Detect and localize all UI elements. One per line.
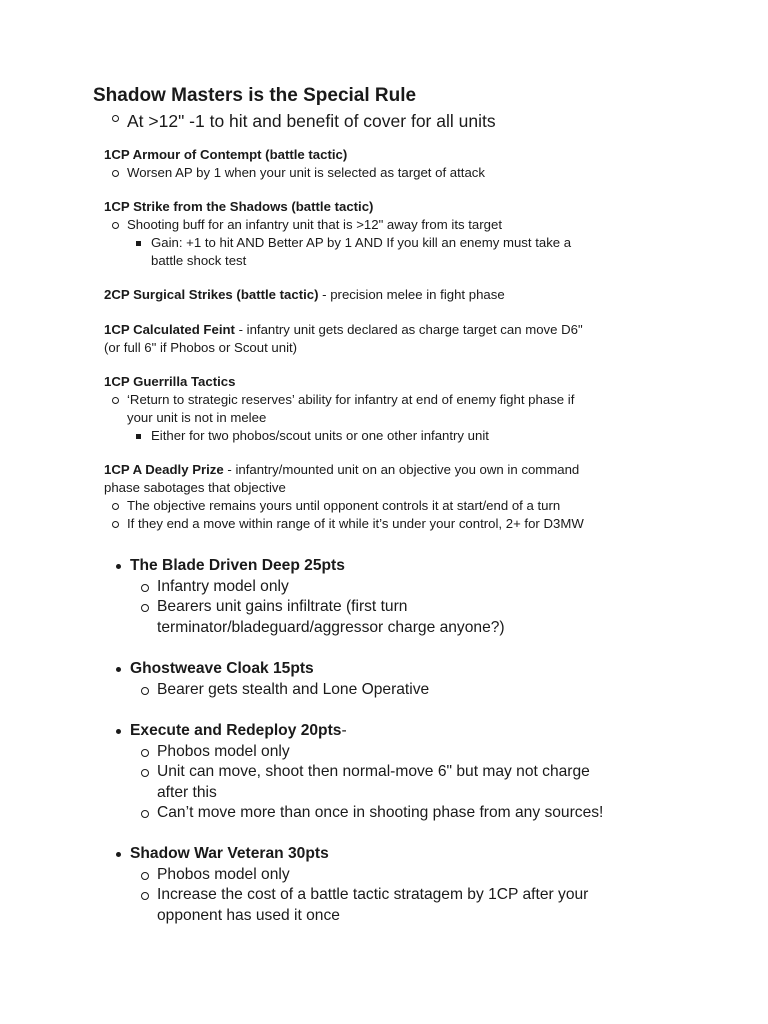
stratagem-bullet: The objective remains yours until opponent controls it at start/end of a turn: [127, 498, 561, 513]
special-rule-bullet: [104, 109, 768, 133]
stratagem-title: 1CP A Deadly Prize: [104, 462, 224, 477]
relic-item-continued: terminator/bladeguard/aggressor charge anyone?): [157, 618, 505, 636]
relic-title-trail: -: [341, 722, 347, 739]
relic-shadow-war-veteran: [114, 844, 674, 926]
relic-item: Phobos model only: [114, 742, 674, 763]
special-rule-text: At >12" -1 to hit and benefit of cover for all units: [127, 111, 496, 131]
relic-item: Unit can move, shoot then normal-move 6" but may not charge: [114, 762, 674, 783]
stratagem-armour-of-contempt: [104, 146, 664, 182]
stratagem-sub-bullet: Either for two phobos/scout units or one other infantry unit: [151, 428, 489, 443]
stratagem-description: - precision melee in fight phase: [318, 287, 505, 302]
stratagem-bullet: Worsen AP by 1 when your unit is selected as target of attack: [127, 165, 485, 180]
stratagem-description-continued: (or full 6" if Phobos or Scout unit): [104, 340, 298, 355]
stratagem-strike-from-the-shadows: [104, 198, 664, 270]
stratagem-sub-bullet: Gain: +1 to hit AND Better AP by 1 AND If you kill an enemy must take a: [151, 235, 572, 250]
stratagem-title: 1CP Guerrilla Tactics: [104, 374, 236, 389]
stratagem-sub-bullet-continued: battle shock test: [151, 253, 247, 268]
relic-title: The Blade Driven Deep 25pts: [114, 556, 674, 577]
stratagem-title: 2CP Surgical Strikes (battle tactic): [104, 287, 319, 302]
relic-item: Can’t move more than once in shooting phase from any sources!: [114, 803, 674, 824]
stratagem-title: 1CP Strike from the Shadows (battle tactic): [104, 199, 374, 214]
stratagem-title: 1CP Armour of Contempt (battle tactic): [104, 147, 348, 162]
relic-blade-driven-deep: [114, 556, 674, 638]
relic-item: Infantry model only: [114, 577, 674, 598]
relic-execute-and-redeploy: [114, 721, 674, 824]
relic-item: Increase the cost of a battle tactic stratagem by 1CP after your: [114, 885, 674, 906]
stratagem-bullet: Shooting buff for an infantry unit that is >12" away from its target: [127, 217, 502, 232]
relic-item: Bearer gets stealth and Lone Operative: [114, 680, 674, 701]
stratagem-title: 1CP Calculated Feint: [104, 322, 235, 337]
stratagem-description: - infantry unit gets declared as charge target can move D6": [234, 322, 583, 337]
stratagem-description-continued: phase sabotages that objective: [104, 480, 286, 495]
page-title: Shadow Masters is the Special Rule: [93, 85, 417, 106]
relic-title-row: [114, 721, 674, 742]
stratagem-bullet: If they end a move within range of it while it’s under your control, 2+ for D3MW: [127, 516, 584, 531]
stratagem-description: - infantry/mounted unit on an objective you own in command: [223, 462, 580, 477]
stratagem-surgical-strikes: [104, 286, 664, 304]
relic-ghostweave-cloak: [114, 659, 674, 700]
stratagem-bullet-continued: your unit is not in melee: [127, 410, 267, 425]
relic-title: Ghostweave Cloak 15pts: [114, 659, 674, 680]
relic-title: Execute and Redeploy 20pts: [130, 722, 342, 739]
relic-item: Phobos model only: [114, 865, 674, 886]
relic-title: Shadow War Veteran 30pts: [114, 844, 674, 865]
stratagem-guerrilla-tactics: [104, 373, 664, 445]
stratagem-bullet: ‘Return to strategic reserves’ ability for infantry at end of enemy fight phase if: [127, 392, 575, 407]
relic-item-continued: opponent has used it once: [157, 906, 340, 924]
relic-item: Bearers unit gains infiltrate (first turn: [114, 597, 674, 618]
relic-item-continued: after this: [157, 783, 217, 801]
stratagem-a-deadly-prize: [104, 461, 664, 533]
stratagem-calculated-feint: [104, 321, 664, 357]
